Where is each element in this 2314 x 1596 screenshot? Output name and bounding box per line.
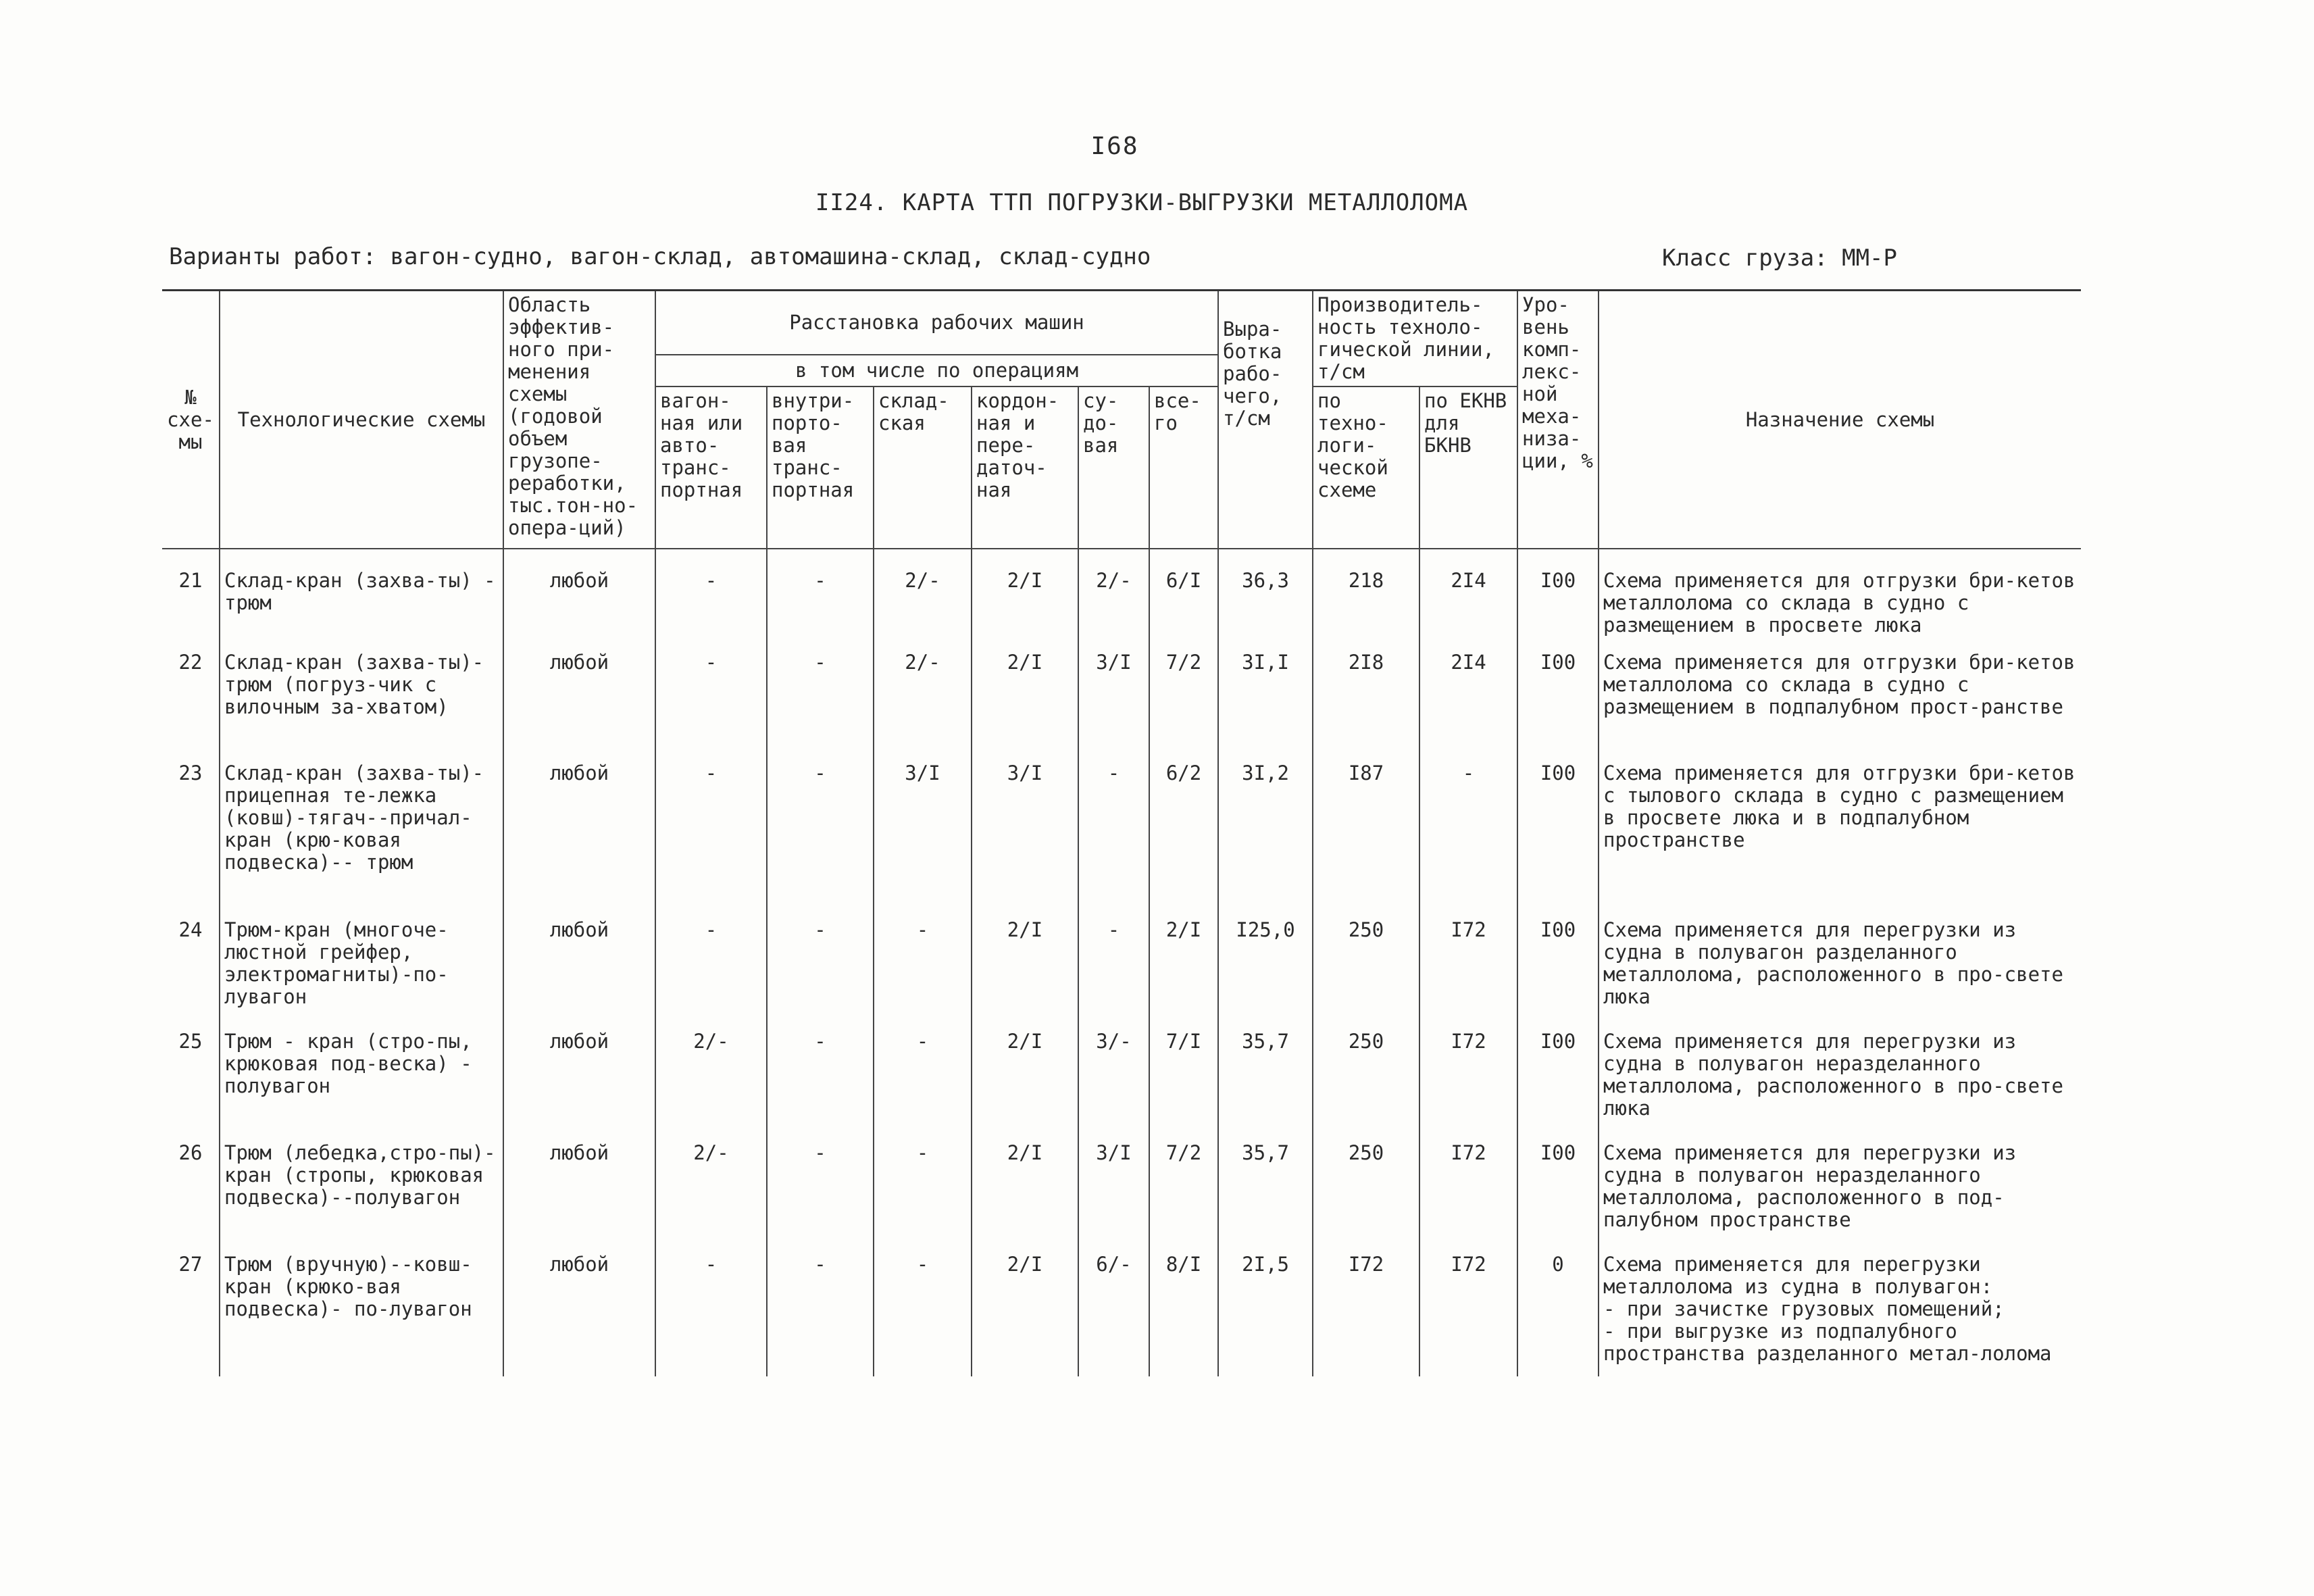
header-mechanization: Уро-вень комп-лекс-ной меха-низа-ции, % <box>1517 291 1599 549</box>
page-number: I68 <box>1090 132 1139 160</box>
table-row <box>162 907 2081 1018</box>
cell-wagon: - <box>655 750 767 907</box>
cell-output: I25,0 <box>1218 907 1313 1018</box>
cell-warehouse: 2/- <box>874 549 972 639</box>
header-output: Выра-ботка рабо-чего, т/см <box>1218 291 1313 549</box>
header-scheme: Технологические схемы <box>220 291 503 549</box>
cell-cordon: 2/I <box>972 1018 1078 1130</box>
cell-cordon: 2/I <box>972 907 1078 1018</box>
table-header <box>162 291 2081 549</box>
table-row <box>162 1018 2081 1130</box>
cell-warehouse: 3/I <box>874 750 972 907</box>
cell-internal: - <box>767 549 874 639</box>
cell-num: 22 <box>162 639 220 750</box>
table-row <box>162 639 2081 750</box>
cell-num: 25 <box>162 1018 220 1130</box>
cell-total: 6/2 <box>1149 750 1218 907</box>
purpose-item: - при выгрузке из подпалубного пространства разделанного метал-лолома <box>1603 1320 2052 1365</box>
cell-by-scheme: I87 <box>1313 750 1419 907</box>
cell-purpose: Схема применяется для отгрузки бри-кетов металлолома со склада в судно с размещением в просвете люка <box>1599 549 2081 639</box>
cell-warehouse: - <box>874 1241 972 1376</box>
cell-warehouse: 2/- <box>874 639 972 750</box>
cell-num: 26 <box>162 1130 220 1241</box>
cell-total: 7/2 <box>1149 1130 1218 1241</box>
cell-by-enwn: I72 <box>1419 1018 1517 1130</box>
cell-by-scheme: I72 <box>1313 1241 1419 1376</box>
cell-by-enwn: - <box>1419 750 1517 907</box>
cell-scheme: Склад-кран (захва-ты)-прицепная те-лежка (ковш)-тягач--причал-кран (крю-ковая подвеска)-- трюм <box>220 750 503 907</box>
cell-cordon: 2/I <box>972 1130 1078 1241</box>
table-row <box>162 549 2081 639</box>
cell-by-scheme: 218 <box>1313 549 1419 639</box>
cell-mechanization: I00 <box>1517 639 1599 750</box>
cell-by-scheme: 250 <box>1313 1018 1419 1130</box>
cell-purpose: Схема применяется для перегрузки из судна в полувагон неразделанного металлолома, расположенного в про-свете люка <box>1599 1018 2081 1130</box>
cell-purpose: Схема применяется для перегрузки из судна в полувагон разделанного металлолома, расположенного в про-свете люка <box>1599 907 2081 1018</box>
header-ship: су-до-вая <box>1078 386 1149 549</box>
cell-by-enwn: I72 <box>1419 1130 1517 1241</box>
cell-by-scheme: 250 <box>1313 1130 1419 1241</box>
cell-warehouse: - <box>874 1018 972 1130</box>
cell-ship: 2/- <box>1078 549 1149 639</box>
cell-warehouse: - <box>874 907 972 1018</box>
cell-scheme: Трюм (лебедка,стро-пы)-кран (стропы, крюковая подвеска)--полувагон <box>220 1130 503 1241</box>
cargo-class: Класс груза: ММ-Р <box>1662 245 1897 272</box>
cell-mechanization: I00 <box>1517 1018 1599 1130</box>
cell-by-enwn: 2I4 <box>1419 639 1517 750</box>
ttp-table <box>162 289 2081 1376</box>
header-area: Область эффектив-ного при-менения схемы (годовой объем грузопе-реработки, тыс.тон-но-опера-ций) <box>503 291 655 549</box>
cell-num: 21 <box>162 549 220 639</box>
cell-by-enwn: 2I4 <box>1419 549 1517 639</box>
header-productivity: Производитель-ность техноло-гической линии, т/см <box>1313 291 1517 387</box>
cell-by-enwn: I72 <box>1419 1241 1517 1376</box>
cell-by-scheme: 250 <box>1313 907 1419 1018</box>
cell-by-enwn: I72 <box>1419 907 1517 1018</box>
header-total: все-го <box>1149 386 1218 549</box>
table-body <box>162 549 2081 1376</box>
header-wagon: вагон-ная или авто-транс-портная <box>655 386 767 549</box>
cell-scheme: Трюм - кран (стро-пы, крюковая под-веска) - полувагон <box>220 1018 503 1130</box>
cell-by-scheme: 2I8 <box>1313 639 1419 750</box>
header-placement: Расстановка рабочих машин <box>655 291 1218 355</box>
purpose-intro: Схема применяется для перегрузки металлолома из судна в полувагон: <box>1603 1253 1993 1298</box>
cell-warehouse: - <box>874 1130 972 1241</box>
cell-area: любой <box>503 1018 655 1130</box>
cell-wagon: - <box>655 639 767 750</box>
cell-mechanization: I00 <box>1517 549 1599 639</box>
cell-internal: - <box>767 639 874 750</box>
cell-mechanization: I00 <box>1517 1130 1599 1241</box>
cell-ship: 6/- <box>1078 1241 1149 1376</box>
cell-area: любой <box>503 1130 655 1241</box>
cell-scheme: Трюм (вручную)--ковш-кран (крюко-вая подвеска)- по-лувагон <box>220 1241 503 1376</box>
cell-internal: - <box>767 1130 874 1241</box>
cell-total: 8/I <box>1149 1241 1218 1376</box>
cell-num: 24 <box>162 907 220 1018</box>
table-row <box>162 1241 2081 1376</box>
header-warehouse: склад-ская <box>874 386 972 549</box>
cell-internal: - <box>767 1018 874 1130</box>
cell-purpose: Схема применяется для отгрузки бри-кетов с тылового склада в судно с размещением в просвете люка и в подпалубном пространстве <box>1599 750 2081 907</box>
cell-wagon: - <box>655 907 767 1018</box>
cell-output: 35,7 <box>1218 1130 1313 1241</box>
cell-wagon: - <box>655 549 767 639</box>
cell-num: 23 <box>162 750 220 907</box>
cell-area: любой <box>503 1241 655 1376</box>
table-row <box>162 1130 2081 1241</box>
cell-total: 2/I <box>1149 907 1218 1018</box>
cell-area: любой <box>503 639 655 750</box>
cell-area: любой <box>503 549 655 639</box>
cell-ship: - <box>1078 750 1149 907</box>
header-cordon: кордон-ная и пере-даточ-ная <box>972 386 1078 549</box>
header-num: № схе-мы <box>162 291 220 549</box>
cell-internal: - <box>767 1241 874 1376</box>
cell-internal: - <box>767 750 874 907</box>
cell-area: любой <box>503 750 655 907</box>
cell-output: 35,7 <box>1218 1018 1313 1130</box>
cell-area: любой <box>503 907 655 1018</box>
cell-internal: - <box>767 907 874 1018</box>
cell-ship: - <box>1078 907 1149 1018</box>
cell-total: 7/2 <box>1149 639 1218 750</box>
cell-output: 36,3 <box>1218 549 1313 639</box>
cell-wagon: - <box>655 1241 767 1376</box>
cell-ship: 3/I <box>1078 1130 1149 1241</box>
cell-total: 7/I <box>1149 1018 1218 1130</box>
cell-mechanization: I00 <box>1517 907 1599 1018</box>
work-variants: Варианты работ: вагон-судно, вагон-склад, автомашина-склад, склад-судно <box>169 243 1151 270</box>
document-title: II24. КАРТА ТТП ПОГРУЗКИ-ВЫГРУЗКИ МЕТАЛЛОЛОМА <box>815 189 1469 216</box>
cell-scheme: Склад-кран (захва-ты) - трюм <box>220 549 503 639</box>
header-including: в том числе по операциям <box>655 355 1218 387</box>
cell-cordon: 2/I <box>972 1241 1078 1376</box>
cell-scheme: Склад-кран (захва-ты)-трюм (погруз-чик с вилочным за-хватом) <box>220 639 503 750</box>
cell-cordon: 3/I <box>972 750 1078 907</box>
cell-output: 3I,2 <box>1218 750 1313 907</box>
cell-wagon: 2/- <box>655 1018 767 1130</box>
cell-total: 6/I <box>1149 549 1218 639</box>
cell-ship: 3/- <box>1078 1018 1149 1130</box>
cell-num: 27 <box>162 1241 220 1376</box>
cell-cordon: 2/I <box>972 639 1078 750</box>
header-purpose: Назначение схемы <box>1599 291 2081 549</box>
cell-mechanization: 0 <box>1517 1241 1599 1376</box>
cell-scheme: Трюм-кран (многоче-люстной грейфер, электромагниты)-по-лувагон <box>220 907 503 1018</box>
header-internal: внутри-порто-вая транс-портная <box>767 386 874 549</box>
cell-cordon: 2/I <box>972 549 1078 639</box>
purpose-item: - при зачистке грузовых помещений; <box>1603 1297 2005 1320</box>
cell-purpose: Схема применяется для отгрузки бри-кетов металлолома со склада в судно с размещением в подпалубном прост-ранстве <box>1599 639 2081 750</box>
cell-mechanization: I00 <box>1517 750 1599 907</box>
table-row <box>162 750 2081 907</box>
cell-purpose <box>1599 1241 2081 1376</box>
cell-output: 2I,5 <box>1218 1241 1313 1376</box>
header-by-scheme: по техно-логи-ческой схеме <box>1313 386 1419 549</box>
cell-ship: 3/I <box>1078 639 1149 750</box>
cell-output: 3I,I <box>1218 639 1313 750</box>
cell-purpose: Схема применяется для перегрузки из судна в полувагон неразделанного металлолома, расположенного в под-палубном пространстве <box>1599 1130 2081 1241</box>
cell-wagon: 2/- <box>655 1130 767 1241</box>
header-by-enwn: по ЕКНВ для БКНВ <box>1419 386 1517 549</box>
